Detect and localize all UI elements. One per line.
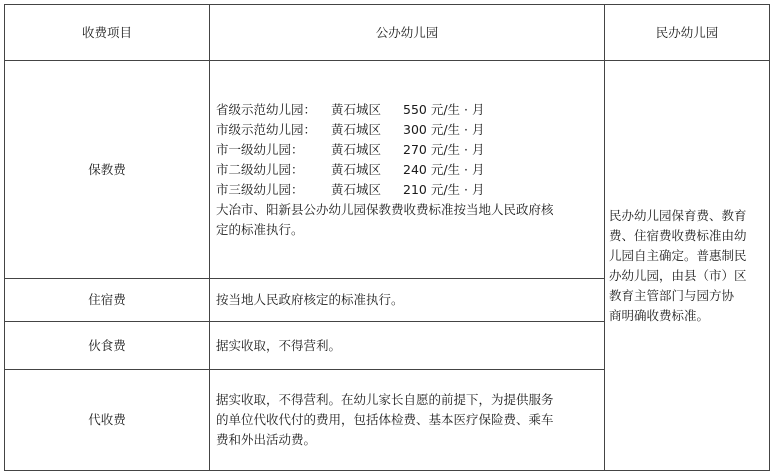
private-text-block [609,206,747,326]
daishou-content [216,370,601,470]
fee-line [216,160,554,180]
private-text-line: 民办幼儿园保育费、教育 [609,207,747,223]
fee-area: 黄石城区 [331,181,382,197]
fee-line [216,180,554,200]
fee-area: 黄石城区 [331,101,382,117]
private-text-line: 商明确收费标准。 [609,307,710,323]
header-public-label: 公办幼儿园 [375,24,439,40]
private-text-line: 办幼儿园，由县（市）区 [609,267,747,283]
baojiao-note-line1: 大冶市、阳新县公办幼儿园保教费收费标准按当地人民政府核 [216,201,554,217]
fee-price: 270 元/生 · 月 [403,141,485,157]
header-item-label: 收费项目 [81,24,132,40]
table-border-bottom [4,470,770,471]
fee-line [216,100,554,120]
header-cell-item [5,5,209,60]
col-divider-2 [604,4,605,471]
baojiao-label: 保教费 [88,161,126,177]
fee-line [216,120,554,140]
fee-area: 黄石城区 [331,121,382,137]
zhusu-label: 住宿费 [88,292,126,307]
daishou-label: 代收费 [88,412,126,427]
fee-level-name: 市三级幼儿园： [216,181,304,197]
fee-level-name: 市二级幼儿园： [216,161,304,177]
fee-price: 210 元/生 · 月 [403,181,485,197]
private-text-line: 教育主管部门与园方协 [609,287,735,303]
huoshi-content [216,322,601,369]
private-text-line: 费、住宿费收费标准由幼 [609,227,747,243]
fee-area: 黄石城区 [331,161,382,177]
header-cell-private [605,5,769,60]
table-border-right [769,4,770,471]
fee-price: 240 元/生 · 月 [403,161,485,177]
zhusu-text: 按当地人民政府核定的标准执行。 [216,292,404,307]
private-kindergarten-cell [609,61,767,470]
baojiao-block [216,100,554,240]
fee-price: 300 元/生 · 月 [403,121,485,137]
huoshi-text: 据实收取，不得营利。 [216,337,342,353]
header-cell-public [210,5,604,60]
daishou-line1: 据实收取，不得营利。在幼儿家长自愿的前提下，为提供服务 [216,392,554,407]
row-label-baojiao [5,61,209,278]
fee-level-name: 市级示范幼儿园： [216,121,317,137]
fee-level-name: 省级示范幼儿园： [216,101,317,117]
baojiao-note-line2: 定的标准执行。 [216,221,304,237]
daishou-line2: 的单位代收代付的费用，包括体检费、基本医疗保险费、乘车 [216,412,554,427]
fee-table [4,4,770,471]
fee-level-name: 市一级幼儿园： [216,141,304,157]
zhusu-content [216,279,601,321]
col-divider-1 [209,4,210,471]
private-text-line: 儿园自主确定。普惠制民 [609,247,747,263]
daishou-line3: 费和外出活动费。 [216,432,317,447]
fee-price: 550 元/生 · 月 [403,101,485,117]
fee-line [216,140,554,160]
fee-area: 黄石城区 [331,141,382,157]
daishou-block [216,390,554,450]
row-label-huoshi [5,322,209,369]
row-label-zhusu [5,279,209,321]
header-private-label: 民办幼儿园 [655,24,719,40]
row-label-daishou [5,370,209,470]
huoshi-label: 伙食费 [88,337,126,353]
baojiao-content [216,61,601,278]
